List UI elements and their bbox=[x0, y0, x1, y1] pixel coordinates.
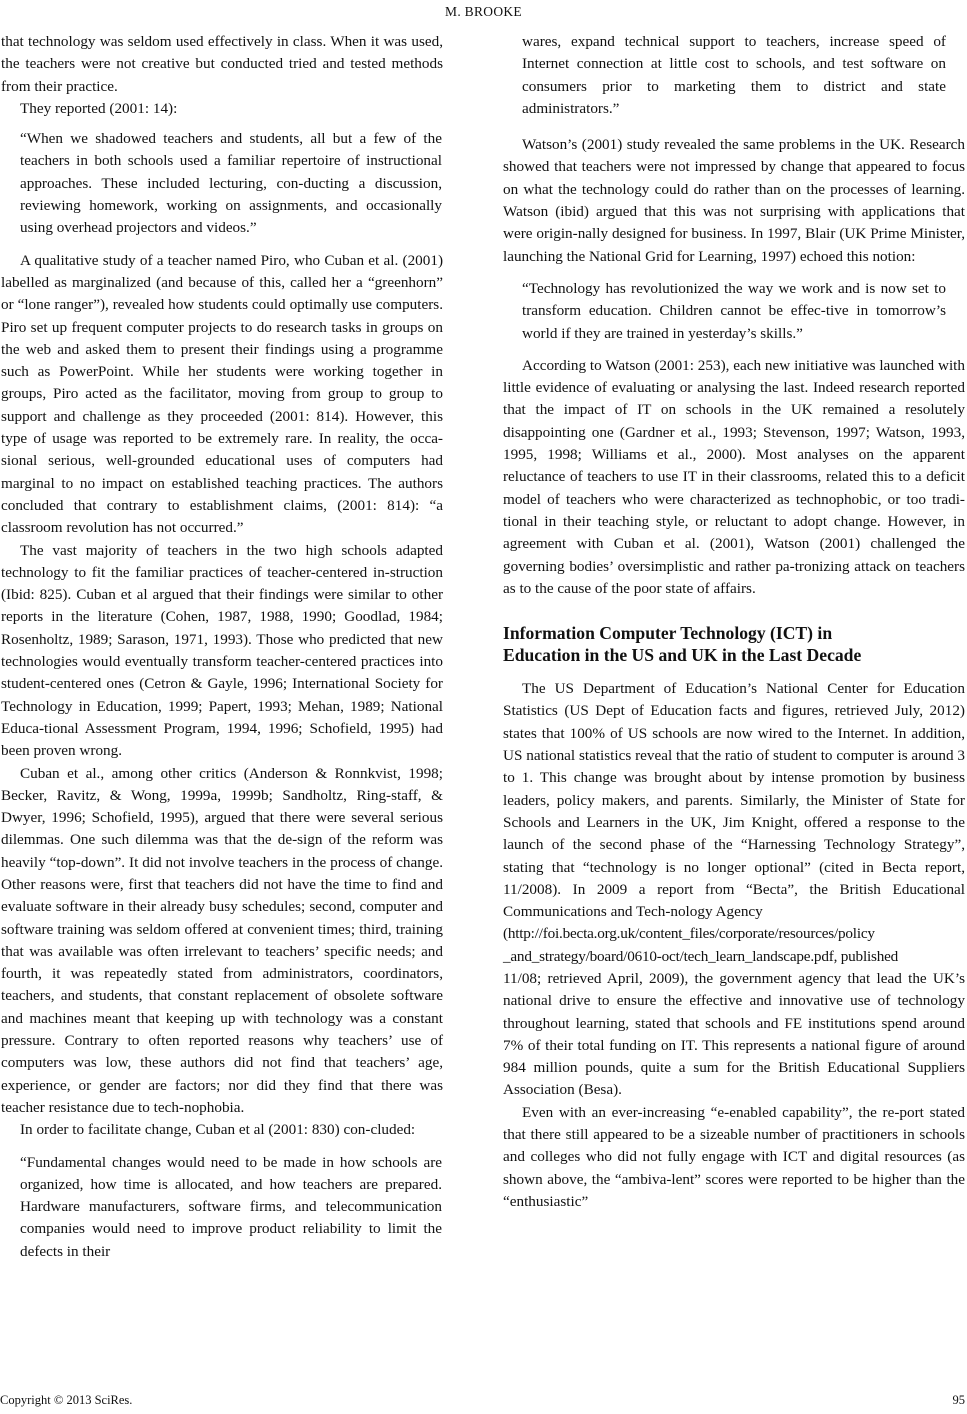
body-paragraph: They reported (2001: 14): bbox=[20, 99, 178, 117]
block-quote: “Fundamental changes would need to be made in how schools are organized, how time is allocated, and how teachers are prepared. Hardware manufacturers, software firms, and telecommunication companies would need to improve product reliability to limit the defects in their bbox=[20, 1153, 442, 1260]
running-head: M. BROOKE bbox=[445, 4, 522, 19]
body-paragraph: The vast majority of teachers in the two high schools adapted technology to fit the familiar practices of teacher-centered in-struction (Ibid: 825). Cuban et al argued that their findings were similar to other reports in the literature (Cohen, 1987, 1988, 1990; Goodlad, 1984; Rosenholtz, 1989; Sarason, 1971, 1993). Those who predicted that new technologies would eventually transform teacher-centered practices into student-centered ones (Cetron & Gayle, 1996; International Society for Technology in Education, 1999; Papert, 1993; Mehan, 1989; National Educa-tional Assessment Program, 1994, 1996; Schofield, 1995) had been proven wrong. bbox=[1, 541, 443, 760]
body-paragraph: According to Watson (2001: 253), each new initiative was launched with little evidence of evaluating or analysing the last. Indeed research reported that the impact of IT on schools in the UK remained a resolutely disappointing one (Gardner et al., 1993; Stevenson, 1997; Watson, 1993, 1995, 1998; Williams et al., 2000). Most analyses on the apparent reluctance of teachers to use IT in their classrooms, related this to a deficit model of teachers who were characterized as technophobic, or too tradi-tional in their teaching style, or reluctant to adopt change. However, in agreement with Cuban et al. (2001), Watson (2001) challenged the governing bodies’ oversimplistic and rather pa-tronizing attack on teachers as to the cause of the poor state of affairs. bbox=[503, 356, 965, 597]
body-paragraph: 11/08; retrieved April, 2009), the government agency that lead the UK’s national drive to ensure the effective and innovative use of technology throughout learning, stated that schools and FE institutions spend around 7% of their total funding on IT. This represents a national figure of around 984 million pounds, quite a sum for the British Educational Suppliers Association (Besa). bbox=[503, 969, 965, 1099]
body-paragraph: The US Department of Education’s National Center for Education Statistics (US Dept of Education facts and figures, retrieved July, 2012) states that 100% of US schools are now wired to the Internet. In addition, US national statistics reveal that the ratio of student to computer is around 3 to 1. This change was brought about by intense promotion by business leaders, policy makers, and parents. Similarly, the Minister of State for Schools and Learners in the UK, Jim Knight, offered a response to the launch of the second phase of the “Harnessing Technology Strategy”, stating that “technology is no longer optional” (cited in Becta report, 11/2008). In 2009 a report from “Becta”, the British Educational Communications and Tech-nology Agency bbox=[503, 680, 965, 921]
block-quote-continued: wares, expand technical support to teachers, increase speed of Internet connection at little cost to schools, and test software on consumers prior to marketing them to district and state administrators.” bbox=[522, 33, 946, 117]
section-heading-line: Information Computer Technology (ICT) in bbox=[503, 623, 833, 644]
body-paragraph: Cuban et al., among other critics (Anderson & Ronnkvist, 1998; Becker, Ravitz, & Wong, 1999a, 1999b; Sandholtz, Ring-staff, & Dwyer, 1996; Schofield, 1995), argued that there were several serious dilemmas. One such dilemma was that the de-sign of the reform was heavily “top-down”. It did not involve teachers in the process of change. Other reasons were, first that teachers did not have the time to find and evaluate software in their already busy schedules; second, computer and software training was seldom offered at convenient times; third, training that was available was often irrelevant to teachers’ specific needs; and fourth, it was repeatedly stated from administrators, coordinators, teachers, and students, that constant replacement of obsolete software and machines meant that keeping up with technology was a constant pressure. Contrary to often reported reasons why teachers’ use of computers was low, these authors did not find that teachers’ age, experience, or gender are factors; nor did they find that there was teacher resistance due to tech-nophobia. bbox=[1, 764, 443, 1116]
section-heading-line: Education in the US and UK in the Last Decade bbox=[503, 645, 862, 666]
body-paragraph: Even with an ever-increasing “e-enabled capability”, the re-port stated that there still appeared to be a sizeable number of practitioners in schools and colleges who did not fully engage with ICT and digital resources (as shown above, the “ambiva-lent” scores were reported to be higher than the “enthusiastic” bbox=[503, 1103, 965, 1210]
block-quote: “When we shadowed teachers and students, all but a few of the teachers in both schools used a familiar repertoire of instructional approaches. These included lecturing, con-ducting a discussion, reviewing homework, working on assignments, and occasionally using overhead projectors and videos.” bbox=[20, 130, 442, 237]
copyright-notice: Copyright © 2013 SciRes. bbox=[0, 1393, 133, 1407]
body-paragraph: In order to facilitate change, Cuban et al (2001: 830) con-cluded: bbox=[20, 1121, 416, 1139]
body-paragraph: Watson’s (2001) study revealed the same problems in the UK. Research showed that teachers were not impressed by change that appeared to focus on what the technology could do rather than on the processes of learning. Watson (ibid) argued that this was not surprising with applications that were origin-nally designed for business. In 1997, Blair (UK Prime Minister, launching the National Grid for Learning, 1997) echoed this notion: bbox=[503, 136, 965, 265]
block-quote: “Technology has revolutionized the way we work and is now set to transform education. Children cannot be effec-tive in tomorrow’s world if they are trained in yesterday’s skills.” bbox=[522, 279, 946, 342]
url-reference: (http://foi.becta.org.uk/content_files/corporate/resources/policy bbox=[503, 925, 875, 943]
section-heading bbox=[503, 622, 965, 666]
right-column bbox=[503, 31, 965, 1213]
body-paragraph: A qualitative study of a teacher named Piro, who Cuban et al. (2001) labelled as marginalized (and because of this, called her a “greenhorn” or “lone ranger”), revealed how students could optimally use computers. Piro set up frequent computer projects to do research tasks in groups on the web and asked them to present their findings using a programme such as PowerPoint. While her students were working together in groups, Piro acted as the facilitator, moving from group to group to support and challenge as they proceeded (2001: 814). However, this type of usage was reported to be extremely rare. In reality, the occa-sional serious, well-grounded educational uses of computers had marginal to no impact on established teaching practices. The authors concluded that contrary to establishment claims, (2001: 814): “a classroom revolution has not occurred.” bbox=[1, 251, 443, 537]
page-number: 95 bbox=[952, 1393, 965, 1407]
body-paragraph: that technology was seldom used effectively in class. When it was used, the teachers were not creative but conducted tried and tested methods from their practice. bbox=[1, 33, 443, 95]
left-column bbox=[1, 31, 443, 1263]
url-reference: _and_strategy/board/0610-oct/tech_learn_landscape.pdf, published bbox=[503, 947, 899, 965]
